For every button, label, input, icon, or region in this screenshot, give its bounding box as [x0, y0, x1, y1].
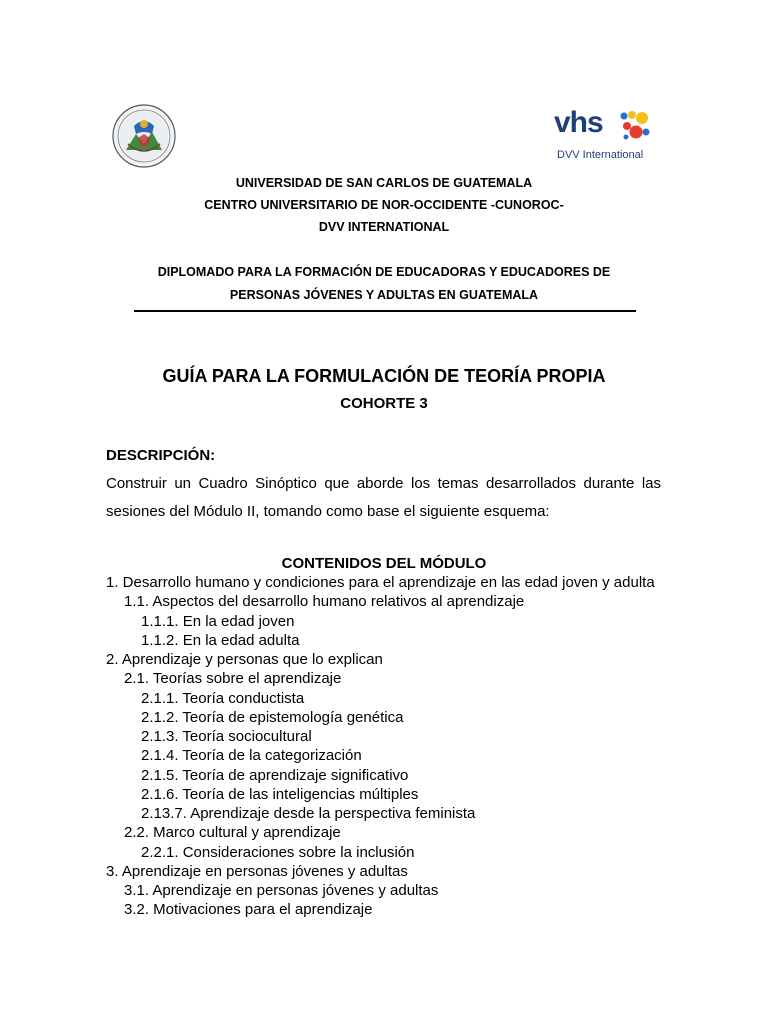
header-center: CENTRO UNIVERSITARIO DE NOR-OCCIDENTE -CUNOROC-: [204, 198, 564, 212]
outline-item: 3. Aprendizaje en personas jóvenes y adultas: [106, 862, 408, 880]
outline-item: 2.1.2. Teoría de epistemología genética: [141, 708, 404, 726]
outline-item: 2. Aprendizaje y personas que lo explican: [106, 651, 383, 668]
header-diplomado-cont: PERSONAS JÓVENES Y ADULTAS EN GUATEMALA: [229, 288, 539, 302]
university-seal-icon: [112, 104, 176, 168]
outline-item: 2.13.7. Aprendizaje desde la perspectiva feminista: [141, 805, 476, 822]
vhs-dots-icon: [618, 110, 654, 144]
outline-item: 3.2. Motivaciones para el aprendizaje: [124, 901, 373, 918]
outline-item: 3.1. Aprendizaje en personas jóvenes y adultas: [124, 882, 439, 899]
description-text: Construir un Cuadro Sinóptico que aborde los temas desarrollados durante las sesiones del Módulo II, tomando como base el siguiente esquema:: [106, 475, 661, 520]
outline-item: 2.2.1. Consideraciones sobre la inclusión: [141, 843, 415, 861]
vhs-wordmark: vhs: [554, 106, 603, 139]
outline-item: 1.1. Aspectos del desarrollo humano relativos al aprendizaje: [124, 593, 525, 610]
outline-item: 2.1. Teorías sobre el aprendizaje: [124, 670, 342, 687]
outline-item: 1.1.2. En la edad adulta: [141, 631, 300, 649]
document-subtitle: COHORTE 3: [340, 395, 428, 412]
vhs-subtitle: DVV International: [557, 149, 644, 161]
outline-item: 1. Desarrollo humano y condiciones para el aprendizaje en las edad joven y adulta: [106, 574, 655, 591]
outline-item: 2.2. Marco cultural y aprendizaje: [124, 824, 341, 841]
header-diplomado: DIPLOMADO PARA LA FORMACIÓN DE EDUCADORAS Y EDUCADORES DE: [157, 265, 611, 279]
header-divider: [134, 310, 636, 312]
description-heading: DESCRIPCIÓN:: [106, 447, 216, 464]
outline-item: 1.1.1. En la edad joven: [141, 612, 295, 630]
outline-item: 2.1.6. Teoría de las inteligencias múltiples: [141, 785, 419, 803]
header-dvv: DVV INTERNATIONAL: [318, 220, 450, 234]
outline-item: 2.1.5. Teoría de aprendizaje significativo: [141, 766, 409, 784]
outline-item: 2.1.3. Teoría sociocultural: [141, 728, 312, 745]
outline-item: 2.1.1. Teoría conductista: [141, 689, 305, 707]
contents-heading: CONTENIDOS DEL MÓDULO: [281, 555, 487, 572]
document-title: GUÍA PARA LA FORMULACIÓN DE TEORÍA PROPIA: [162, 366, 606, 386]
header-university: UNIVERSIDAD DE SAN CARLOS DE GUATEMALA: [235, 176, 533, 190]
outline-item: 2.1.4. Teoría de la categorización: [141, 747, 362, 764]
vhs-logo: [554, 108, 654, 168]
